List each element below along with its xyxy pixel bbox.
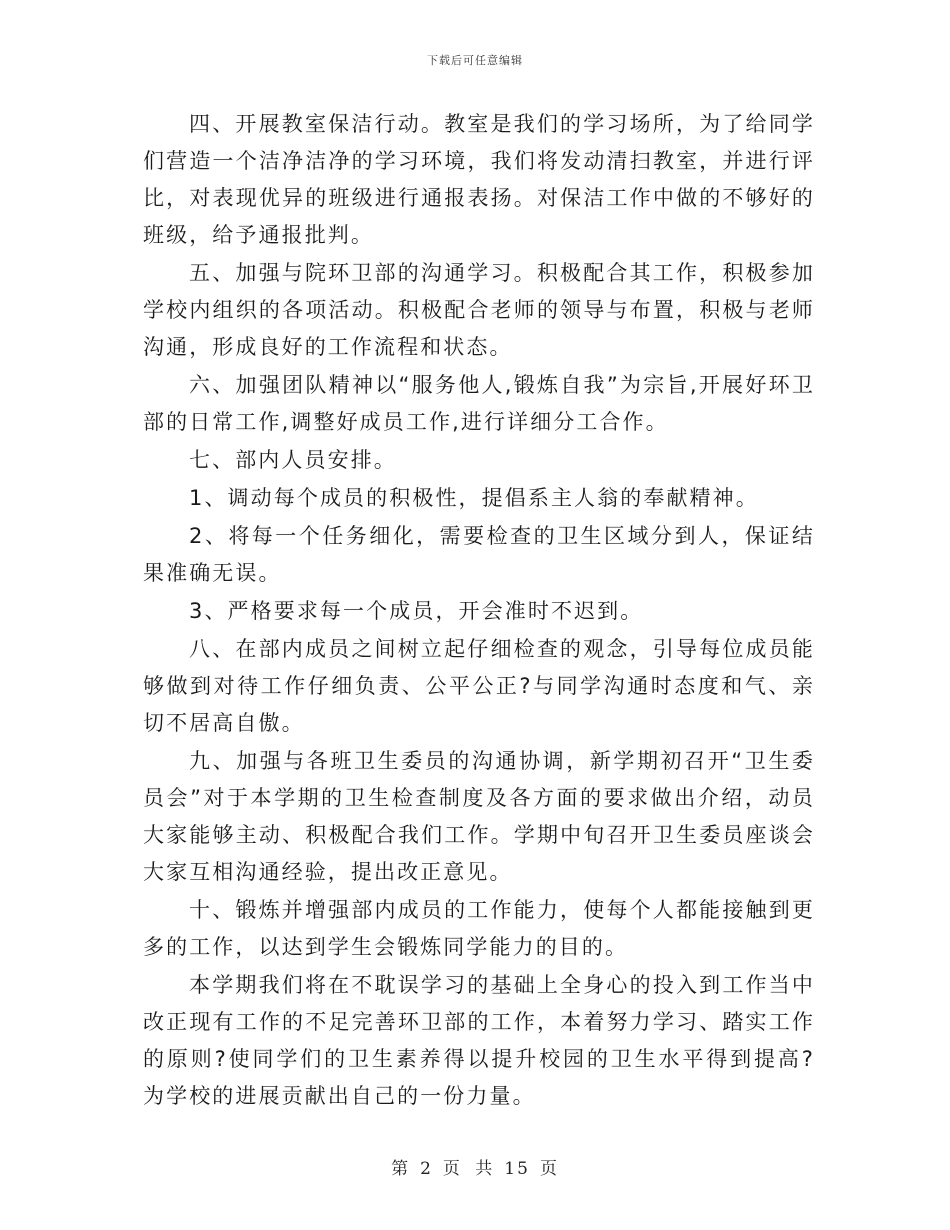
paragraph-7-item-2: 2、将每一个任务细化，需要检查的卫生区域分到人，保证结果准确无误。 <box>143 524 815 585</box>
paragraph-7-item-3: 3、严格要求每一个成员，开会准时不迟到。 <box>189 599 644 623</box>
footer-prefix: 第 <box>391 1159 411 1179</box>
closing-paragraph: 本学期我们将在不耽误学习的基础上全身心的投入到工作当中改正现有工作的不足完善环卫部的工作，本着努力学习、踏实工作的原则?使同学们的卫生素养得以提升校园的卫生水平得到提高?为学校的进展贡献出自己的一份力量。 <box>143 973 815 1108</box>
paragraph-7: 七、部内人员安排。 <box>189 448 397 472</box>
page-header: 下载后可任意编辑 <box>427 54 523 67</box>
footer-total-pages: 15 <box>504 1159 530 1179</box>
document-body <box>143 106 815 1116</box>
paragraph-4: 四、开展教室保洁行动。教室是我们的学习场所，为了给同学们营造一个洁净洁净的学习环境，我们将发动清扫教室，并进行评比，对表现优异的班级进行通报表扬。对保洁工作中做的不够好的班级，给予通报批判。 <box>143 112 815 247</box>
paragraph-7-item-1: 1、调动每个成员的积极性，提倡系主人翁的奉献精神。 <box>189 486 759 510</box>
footer-middle: 页 共 <box>442 1159 495 1179</box>
paragraph-9: 九、加强与各班卫生委员的沟通协调，新学期初召开“卫生委员会”对于本学期的卫生检查制度及各方面的要求做出介绍，动员大家能够主动、积极配合我们工作。学期中旬召开卫生委员座谈会大家互相沟通经验，提出改正意见。 <box>143 749 815 884</box>
paragraph-8: 八、在部内成员之间树立起仔细检查的观念，引导每位成员能够做到对待工作仔细负责、公平公正?与同学沟通时态度和气、亲切不居高自傲。 <box>143 637 815 735</box>
footer-suffix: 页 <box>539 1159 559 1179</box>
paragraph-6: 六、加强团队精神以“服务他人,锻炼自我”为宗旨,开展好环卫部的日常工作,调整好成员工作,进行详细分工合作。 <box>143 373 815 434</box>
paragraph-5: 五、加强与院环卫部的沟通学习。积极配合其工作，积极参加学校内组织的各项活动。积极配合老师的领导与布置，积极与老师沟通，形成良好的工作流程和状态。 <box>143 261 815 359</box>
footer-page-number: 2 <box>420 1159 433 1179</box>
page-footer <box>0 1154 950 1179</box>
paragraph-10: 十、锻炼并增强部内成员的工作能力，使每个人都能接触到更多的工作，以达到学生会锻炼同学能力的目的。 <box>143 898 815 959</box>
